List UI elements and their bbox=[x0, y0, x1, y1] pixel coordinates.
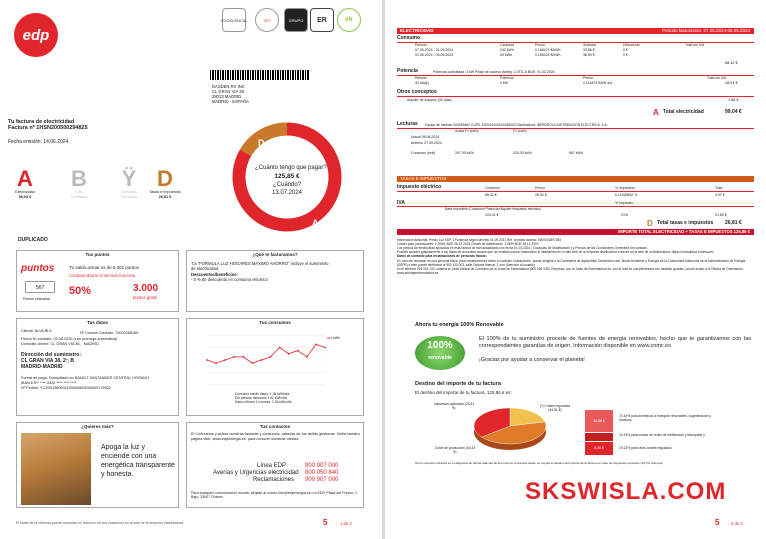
category-letter: D bbox=[157, 166, 173, 191]
iva-cell: 21,85 € bbox=[715, 213, 727, 217]
total-tasas-letter: D bbox=[647, 219, 653, 228]
info-line: Costes para peninsulares: 0,206% BOE 28.12.2023 Costes de distribución: 1,0499 BOE 28.12.2023 bbox=[397, 242, 539, 246]
promo-extra: puntos gratis bbox=[133, 295, 157, 300]
category-letter: B bbox=[71, 166, 87, 191]
issue-date: Fecha emisión: 14.06.2024 bbox=[8, 139, 69, 145]
payment-when: ¿Cuándo? bbox=[272, 182, 302, 188]
consumption-footer: Datos últimos 14 meses: 1,36 kWh/día bbox=[235, 400, 292, 404]
promo-percent: 50% bbox=[69, 285, 92, 297]
consumo-total: 68,42 € bbox=[725, 61, 738, 65]
consumption-point bbox=[251, 362, 253, 364]
consumption-point bbox=[315, 343, 317, 345]
contact-phone-reclamaciones[interactable]: 900 907 000 bbox=[305, 477, 339, 483]
divider bbox=[397, 96, 754, 97]
total-tasas-value: 26,81 € bbox=[725, 220, 742, 226]
category-letter: A bbox=[17, 166, 33, 191]
consumo-col: Cantidad bbox=[500, 43, 515, 47]
consumo-col: Periodo bbox=[415, 43, 428, 47]
category-name: Servicios bbox=[121, 190, 137, 194]
billed-items-box bbox=[186, 250, 364, 312]
er-badge-icon: ER bbox=[310, 8, 334, 32]
consumo-cell: 33,56 € bbox=[583, 48, 595, 52]
edp-logo: edp bbox=[14, 13, 58, 57]
renovable-badge-icon bbox=[415, 336, 465, 370]
info-line: En caso de reclamar de una persona física, para reclamaciones sobre el contrato o facturación, puede dirigirse a la Consejería de Agricultura, Desarrollo rural, Medio Ambiente y Energía de la Comunidad Autónoma de la Administración de Energía (SEPE) o bien puede telefonear al 900 100 003, calle Dolores Ibarruri, 1 con (Atención al usuario) bbox=[397, 259, 746, 267]
imp-cell: 4,97 € bbox=[715, 193, 725, 197]
bar-label: 70,44% para incentivos a energías renovables, cogeneración y residuos. bbox=[619, 414, 712, 422]
supply-address-label: Dirección del suministro: bbox=[21, 352, 82, 358]
lecturas-cell: Actual 05.06.2024 bbox=[411, 135, 440, 139]
consumption-point bbox=[288, 353, 290, 355]
info-line: Información adicional: Precio Luz EDP 1 Ponencia según decreto 01.09.2021 Ref. contrato acceso: 6000001897284 bbox=[397, 238, 562, 242]
billed-line: Descuentos/beneficios: bbox=[191, 272, 239, 277]
otros-cell: Alquiler de equipos (30 días) bbox=[407, 98, 452, 102]
donut-label-d: D bbox=[258, 138, 265, 148]
category-electricity bbox=[8, 168, 42, 199]
info-line: Datos de contacto para reclamaciones de personas físicas: bbox=[397, 254, 487, 258]
imp-col: Consumo bbox=[485, 186, 500, 190]
group-badge-icon: GRUPO bbox=[284, 8, 308, 32]
consumo-title: Consumo bbox=[397, 35, 421, 41]
customer-line: Forma de pago: Domiciliado en BANCO SANTANDER CENTRAL HISPANO bbox=[21, 376, 150, 380]
contacts-footnote: Para cualquier comunicación escrita, diríjase al correo info@edpenergia.es o a EDP, Plaza del Fresno, 2 Bajo, 33007 Oviedo bbox=[191, 491, 358, 500]
category-amount: 26,81 € bbox=[158, 194, 172, 199]
imp-col: % impuestos bbox=[615, 186, 636, 190]
lecturas-cell: 310,00 kWh bbox=[513, 151, 532, 155]
consumo-col: Descuento bbox=[623, 43, 640, 47]
potencia-cell: 4 kW bbox=[500, 81, 508, 85]
efr-badge-icon: efr bbox=[337, 8, 361, 32]
electricity-header: ELECTRICIDAD Periodo facturación: 07.05.2024-05.06.2024 bbox=[397, 28, 754, 34]
consumo-cell: 0 € bbox=[623, 48, 628, 52]
imp-cell: 28,94 € bbox=[535, 193, 547, 197]
more-slogan: Apoga la luz y enciende con una energética transparente y honesta. bbox=[101, 444, 175, 478]
potencia-info: Potencia contratada: 4 kW Peaje de acceso (tarifa): 2.0TD-A BOE: 01.02.2024 bbox=[433, 70, 555, 74]
consumption-point bbox=[206, 359, 208, 361]
category-letter: Ÿ bbox=[121, 166, 137, 191]
potencia-col: Total sin IVA bbox=[707, 76, 727, 80]
page1-letter: 5 bbox=[323, 518, 328, 527]
importe-total-bar: IMPORTE TOTAL ELECTRICIDAD + TASAS E IMPUESTOS 125,85 € bbox=[397, 229, 754, 235]
bar-label: 19,22% para otros costes regulados bbox=[619, 446, 672, 450]
bar-renewables: 35,88 € bbox=[585, 410, 613, 432]
address-country: MADRID - ESPAÑA bbox=[212, 99, 249, 104]
billed-line: de electricidad bbox=[191, 266, 219, 271]
contact-phone-edp[interactable]: 900 907 000 bbox=[305, 463, 339, 469]
points-count: 567 bbox=[25, 281, 55, 293]
billed-items-title: ¿Qué te facturamos? bbox=[252, 252, 298, 257]
category-sub: Contratos bbox=[120, 194, 138, 199]
consumo-col: Subtotal bbox=[583, 43, 596, 47]
consumption-point bbox=[306, 356, 308, 358]
period-header: Periodo facturación: 07.05.2024-05.06.2024 bbox=[662, 28, 750, 33]
payment-total: 125,85 € bbox=[274, 173, 300, 180]
lecturas-cell: Anterior 07.05.2024 bbox=[411, 141, 442, 145]
additional-info bbox=[397, 238, 754, 275]
donut-label-a: A bbox=[312, 218, 319, 228]
iva-title: IVA bbox=[397, 200, 405, 206]
lecturas-cell: Consumo (real) bbox=[411, 151, 436, 155]
consumption-box bbox=[186, 318, 364, 416]
promo-points: 3.000 bbox=[133, 283, 159, 294]
info-line: Puedes acceder gratuitamente a los datos de la medida horaria que ha remitido para tu facturación el distribuidor en el sitio web de la empresa distribuidora a través de la web de la distribuidora: https://consultaluz.endesa.es/ bbox=[397, 250, 714, 254]
consumption-footer: Del periodo facturado 1,62 kWh/día bbox=[235, 396, 287, 400]
consumption-point bbox=[279, 347, 281, 349]
address-street: CL GRAN VIA 38 bbox=[212, 89, 244, 94]
supply-address-city: MADRID-MADRID bbox=[21, 364, 63, 370]
donut-taxes-arc bbox=[245, 129, 287, 153]
iva-col: % impuesto bbox=[615, 201, 634, 205]
contact-phone-averias[interactable]: 800 050 840 bbox=[305, 470, 339, 476]
barcode bbox=[210, 70, 310, 80]
potencia-col: Potencia bbox=[500, 76, 514, 80]
otros-total: 1,68 € bbox=[728, 98, 739, 102]
info-line: Los precios de electricidad aplicados en esta factura se han actualizado con fecha 01.03.2024 ( Cláusulas de Modificación ) y Precios de las Condiciones Generales del contrato. bbox=[397, 246, 648, 250]
consumo-cell: 69 kWh bbox=[500, 53, 512, 57]
potencia-col: Precio bbox=[583, 76, 593, 80]
supply-address-street: CL GRAN VIA 38, 2º, B bbox=[21, 358, 74, 364]
category-name: Electricidad bbox=[15, 190, 35, 194]
consumption-point bbox=[224, 359, 226, 361]
total-elec-letter: A bbox=[653, 108, 659, 117]
divider bbox=[397, 128, 754, 129]
consumo-col: Total sin IVA bbox=[685, 43, 705, 47]
destino-sub: El destino del importe de tu factura, 125,85 € es: bbox=[415, 390, 512, 395]
consumption-point bbox=[324, 347, 326, 349]
lecturas-col: Activa P1 (kWh) bbox=[455, 129, 479, 133]
potencia-cell: 0,114873 €/kW día bbox=[583, 81, 613, 85]
consumo-cell: 38,50 € bbox=[583, 53, 595, 57]
pie-note: Otros importes incluidos en el diagrama de barras además de los mismos conceptos tasas, se imputa el destino del importe de la factura en caso de impuestos previstos (19,7% más sus) bbox=[415, 461, 663, 465]
page1-footer-note: El titular de la vivienda puede consultar un histórico de sus consumos en la web de la empresa distribuidora. bbox=[16, 521, 185, 525]
bar-label: 10,19% para costes de redes de distribución y transporte y bbox=[619, 433, 705, 437]
contacts-intro: El Cuéntanos y aclara nuestras facturas y consumos, además de tus tarifas gestionar. Visita nuestra página web, www.edpenergia.es, para conocer nuestras ofertas. bbox=[191, 432, 360, 441]
customer-line: Domicilio cliente: CL GRAN VIA 38, , MADRID bbox=[21, 342, 99, 346]
bar-networks bbox=[585, 433, 613, 441]
lecturas-cell: 567 kWh bbox=[569, 151, 583, 155]
tasas-header: TASAS E IMPUESTOS bbox=[397, 176, 754, 182]
category-name: Gas bbox=[75, 190, 83, 194]
invoice-page-1 bbox=[0, 0, 382, 539]
points-count-label: Puntos obtenidos bbox=[23, 297, 51, 301]
excellence-badge-icon: EXCELENCIA bbox=[222, 8, 246, 32]
otros-title: Otros conceptos bbox=[397, 89, 437, 95]
consumo-cell: 07.05.2024 - 31.05.2024 bbox=[415, 48, 454, 52]
potencia-title: Potencia bbox=[397, 68, 418, 74]
total-elec-label: Total electricidad bbox=[663, 109, 704, 115]
consumo-cell: 01.06.2024 - 05.06.2024 bbox=[415, 53, 454, 57]
invoice-page-2 bbox=[385, 0, 766, 539]
divider bbox=[397, 191, 754, 192]
iva-cell: 21% bbox=[621, 213, 629, 217]
imp-elec-title: Impuesto eléctrico bbox=[397, 184, 442, 190]
consumption-point bbox=[270, 356, 272, 358]
imp-cell: 5,11269632 % bbox=[615, 193, 638, 197]
iso-badge-icon: ISO bbox=[255, 8, 279, 32]
divider bbox=[397, 75, 754, 76]
points-title: Tus puntos bbox=[85, 252, 110, 257]
consumption-point bbox=[297, 350, 299, 352]
bar-other: 8,05 € bbox=[585, 442, 613, 455]
page2-number: 2 de 2 bbox=[731, 521, 743, 526]
info-line: en el teléfono 924 004 700, ostenta la Junta Arbitral de Consumo de la Junta de Extremadura (900 906 040). Empresa, con la Junta de Extremadura es, con el cual se cumplimentará con carácter gratuito, puede acudir a la Oficina de Orientación: www.arbitrajeextremadura.es bbox=[397, 267, 744, 275]
page2-letter: 5 bbox=[715, 518, 720, 527]
category-sub: Contratos bbox=[70, 194, 88, 199]
consumption-point bbox=[242, 356, 244, 358]
category-services bbox=[112, 168, 146, 199]
duplicado-label: DUPLICADO bbox=[18, 237, 48, 243]
address-name: DASDEN RX INC bbox=[212, 84, 245, 89]
customer-data-title: Tus datos bbox=[87, 320, 108, 325]
billed-line: T.a "FÓRMULA LUZ HOGARES MÁXIMO AHORRO" incluye el suministro bbox=[191, 261, 329, 266]
renov-thanks: ¡Gracias por ayudar a conservar el planeta! bbox=[479, 357, 585, 363]
iva-cell: 104,01 € bbox=[485, 213, 499, 217]
imp-cell: 68,42 € bbox=[485, 193, 497, 197]
contacts-title: Tus contactos bbox=[259, 424, 291, 429]
potencia-col: Periodo bbox=[415, 76, 428, 80]
consumption-point bbox=[215, 362, 217, 364]
lecturas-col: P2 (kWh) bbox=[513, 129, 527, 133]
customer-line: Fecha fin contrato: 09.08.2025 (con prórroga automática) bbox=[21, 337, 118, 341]
more-title: ¿Quieres más? bbox=[81, 424, 114, 429]
lecturas-info: Equipo de medida: 000081662 CUPS: ES0021000016158002 Distribuidora: IBERDROLA DISTRIBUCIÓN ELÉCTRICA, S.A. bbox=[425, 123, 608, 127]
payment-question: ¿Cuánto tengo que pagar? bbox=[255, 165, 327, 171]
consumption-legend: kWh bbox=[333, 336, 340, 340]
consumption-point bbox=[261, 359, 263, 361]
category-gas bbox=[62, 168, 96, 199]
category-name: Tasas e impuestos bbox=[149, 190, 181, 194]
contract-number: Nº Cuenta Contrato: 70000268165 bbox=[80, 331, 139, 335]
imp-col: Total bbox=[715, 186, 723, 190]
invoice-number: Factura nº 1HSN200500294825 bbox=[8, 125, 88, 131]
promo-photo bbox=[21, 433, 91, 505]
billed-line: - 5 % de descuento en consumo eléctrico bbox=[191, 277, 268, 282]
imp-col: Precio bbox=[535, 186, 545, 190]
contact-line-averias: Averías y Urgencias electricidad bbox=[213, 470, 299, 476]
consumption-point bbox=[233, 356, 235, 358]
puntos-brand: puntos bbox=[21, 263, 55, 274]
points-balance: Tu saldo actual es de 6.301 puntos bbox=[69, 265, 139, 270]
consumption-title: Tus consumos bbox=[259, 320, 291, 325]
more-box bbox=[16, 422, 179, 508]
potencia-cell: 43 día(s) bbox=[415, 81, 429, 85]
renov-badge-pct: 100% bbox=[427, 340, 453, 351]
contact-line-edp: Línea EDP bbox=[257, 463, 287, 469]
category-amount: 99,04 € bbox=[18, 194, 32, 199]
consumo-cell: 0,168474 €/kWh bbox=[535, 48, 561, 52]
consumo-cell: 0 € bbox=[623, 53, 628, 57]
customer-data-box bbox=[16, 318, 179, 416]
iva-cell: Base imponible (Consumo+Potencia+Alquiler+Impuesto eléctrico) bbox=[445, 207, 542, 211]
renov-badge-text: renovable bbox=[428, 355, 452, 361]
contacts-box bbox=[186, 422, 364, 508]
destino-title: Destino del importe de tu factura bbox=[415, 381, 501, 387]
points-contract: Contrato ahorro el servicio funciona bbox=[69, 273, 136, 278]
consumo-cell: 242 kWh bbox=[500, 48, 514, 52]
watermark-text: SKSWISLA.COM bbox=[525, 478, 727, 505]
category-taxes bbox=[148, 168, 182, 199]
renov-text: El 100% de tu suministro procede de fuentes de energía renovables, hecho que te garantizamos con las correspondientes garantías de origen. Información disponible en www.cnmc.es bbox=[479, 336, 751, 349]
customer-line: Nº Pedido: YC15S1380631190000683000000178922 bbox=[21, 386, 111, 390]
total-tasas-label: Total tasas e impuestos bbox=[657, 220, 714, 226]
payment-due-date: 13.07.2024 bbox=[271, 190, 303, 196]
lecturas-title: Lecturas bbox=[397, 121, 418, 127]
pie-label-produccion: Coste de producción (54,43 €) bbox=[434, 446, 476, 454]
renov-title: Ahora tu energía 100% Renovable bbox=[415, 322, 504, 328]
customer-line: IBAN ES** **** 5325 **** **** **** bbox=[21, 381, 77, 385]
total-elec-value: 99,04 € bbox=[725, 109, 742, 115]
potencia-total: 28,94 € bbox=[725, 81, 738, 85]
customer-line: Cliente: ALVA BLZ bbox=[21, 329, 52, 333]
invoice-title: Tu factura de electricidad bbox=[8, 119, 75, 125]
address-city: 28013 MADRID bbox=[212, 94, 242, 99]
consumption-footer: Consumo medio diario: 1,36 kWh/día bbox=[235, 392, 290, 396]
contact-line-reclamaciones: Reclamaciones bbox=[253, 477, 295, 483]
consumo-cell: 0,168024 €/kWh bbox=[535, 53, 561, 57]
lecturas-cell: 257,00 kWh bbox=[455, 151, 474, 155]
points-box bbox=[16, 250, 179, 312]
page1-number: 1 de 2 bbox=[340, 521, 352, 526]
consumo-col: Precio bbox=[535, 43, 545, 47]
pie-label-impuestos: Impuestos aplicados (26,81 €) bbox=[433, 402, 475, 410]
pie-label-regulados: (*) Costes regulados (44,61 €) bbox=[539, 404, 571, 412]
